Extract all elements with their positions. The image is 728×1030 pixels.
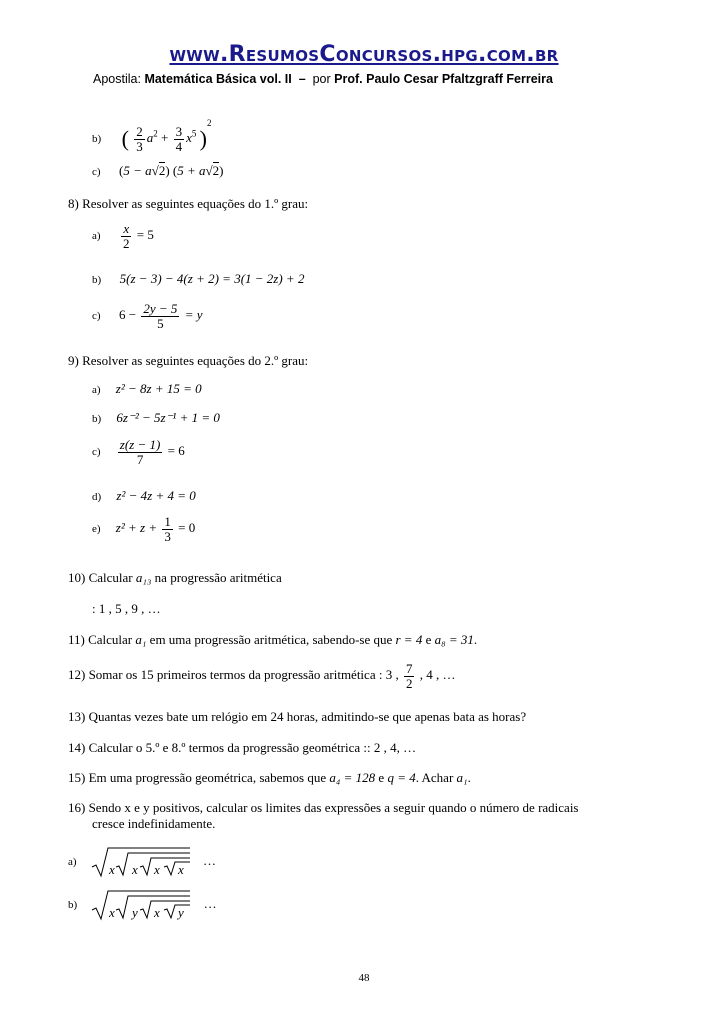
author: Prof. Paulo Cesar Pfaltzgraff Ferreira: [334, 72, 553, 86]
site-title: www.ResumosConcursos.hpg.com.br: [169, 42, 559, 67]
svg-text:x: x: [154, 905, 161, 920]
q7-c: c) (5 − a√2) (5 + a√2): [92, 163, 224, 178]
q11-text: 11) Calcular a₁ em uma progressão aritmética, sabendo-se que r = 4 e a₈ = 31.: [68, 632, 478, 647]
nested-radical-x: [90, 845, 200, 879]
q8-a: a) $\frac{x}{2}$ = 5: [92, 221, 154, 251]
svg-text:x: x: [131, 862, 138, 877]
label-b: b): [92, 133, 102, 145]
q9-d: d) z² − 4z + 4 = 0: [92, 488, 196, 503]
q14-text: 14) Calcular o 5.º e 8.º termos da progressão geométrica :: 2 , 4, …: [68, 740, 417, 755]
q9-b: b) 6z⁻² − 5z⁻¹ + 1 = 0: [92, 410, 220, 425]
svg-text:y: y: [132, 905, 139, 920]
q13-text: 13) Quantas vezes bate um relógio em 24 horas, admitindo-se que apenas bata as horas?: [68, 709, 527, 724]
q9-a: a) z² − 8z + 15 = 0: [92, 381, 202, 396]
q16-line2: cresce indefinidamente.: [92, 816, 216, 831]
q8-text: 8) Resolver as seguintes equações do 1.º grau:: [68, 196, 309, 211]
q8-b: b) 5(z − 3) − 4(z + 2) = 3(1 − 2z) + 2: [92, 271, 305, 286]
q12-text: 12) Somar os 15 primeiros termos da progressão aritmética : 3 , $\frac{7}{2}$ , 4 , …: [68, 661, 456, 691]
apostila-label: Apostila:: [93, 72, 141, 86]
q16-line1: 16) Sendo x e y positivos, calcular os limites das expressões a seguir quando o número de radicais: [68, 800, 579, 815]
dash: –: [298, 72, 306, 86]
page-number: 48: [358, 972, 370, 984]
svg-text:x: x: [109, 905, 116, 920]
q10-seq: : 1 , 5 , 9 , …: [92, 601, 161, 616]
label-c: c): [92, 166, 101, 178]
svg-text:y: y: [178, 905, 185, 920]
svg-text:x: x: [108, 862, 115, 877]
por: por: [312, 72, 331, 86]
nested-radical-xy: [90, 888, 200, 922]
svg-text:x: x: [177, 862, 184, 877]
q15-text: 15) Em uma progressão geométrica, sabemos que a₄ = 128 e q = 4. Achar a₁.: [68, 770, 471, 785]
frac-2-3: $\frac{2}{3}$: [136, 123, 143, 154]
q16-a: a) x x x x …: [68, 845, 216, 879]
q9-c: c) $\frac{z(z - 1)}{7}$ = 6: [92, 437, 185, 467]
q16-b: b) x y x y …: [68, 888, 217, 922]
header-subtitle: [93, 72, 553, 86]
q8-c: c) 6 − $\frac{2y - 5}{5}$ = y: [92, 301, 203, 331]
q7-b: b) ( $\frac{2}{3}$ $a^2$ + $\frac{3}{4}$ $x^5$ )$^2$: [92, 118, 212, 154]
q10-text: 10) Calcular a₁₃ na progressão aritmética: [68, 570, 282, 585]
label-a: a): [68, 855, 77, 868]
q9-text: 9) Resolver as seguintes equações do 2.º grau:: [68, 353, 309, 368]
frac-3-4: $\frac{3}{4}$: [175, 123, 183, 154]
svg-text:x: x: [153, 862, 160, 877]
q9-e: e) z² + z + $\frac{1}{3}$ = 0: [92, 514, 196, 544]
book-title: Matemática Básica vol. II: [144, 72, 292, 86]
